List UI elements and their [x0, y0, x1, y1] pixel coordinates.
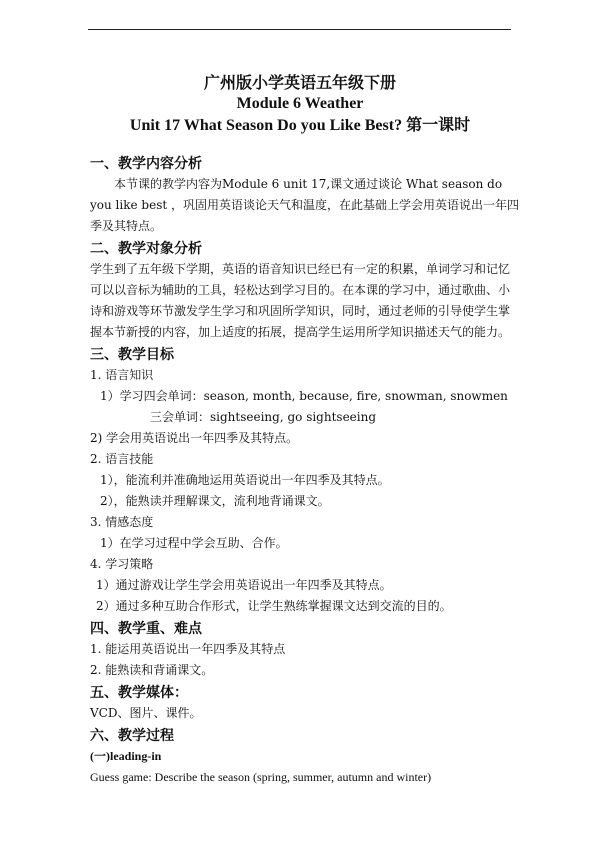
- list-item: 3. 情感态度: [90, 515, 154, 529]
- header-rule: [88, 29, 511, 30]
- section-heading-media: 五、教学媒体：: [90, 685, 188, 701]
- title-unit: [0, 114, 600, 136]
- list-item: 三会单词：sightseeing, go sightseeing: [150, 410, 377, 424]
- section-heading-objectives: 三、教学目标: [90, 347, 174, 363]
- list-item: 1）学习四会单词：season, month, because, fire, snowman, snowmen: [100, 389, 508, 403]
- section-heading-content-analysis: 一、教学内容分析: [90, 156, 202, 172]
- list-item: 1. 能运用英语说出一年四季及其特点: [90, 642, 286, 656]
- paragraph-content-analysis: 本节课的教学内容为Module 6 unit 17,课文通过谈论 What season do you like best ，巩固用英语谈论天气和温度，在此基础上学会用英语说出一年四季及其特点。: [90, 177, 519, 233]
- section-heading-key-points: 四、教学重、难点: [90, 621, 202, 637]
- document-title: [0, 72, 600, 136]
- section-heading-process: 六、教学过程: [90, 728, 174, 744]
- title-book: 广州版小学英语五年级下册: [203, 73, 396, 92]
- title-unit-cn: 第一课时: [406, 115, 471, 134]
- list-item: 2）通过多种互助合作形式，让学生熟练掌握课文达到交流的目的。: [96, 599, 452, 613]
- title-module: Module 6 Weather: [236, 95, 364, 112]
- subheading-leading-in: (一)leading-in: [90, 749, 162, 763]
- paragraph-media: VCD、图片、课件。: [90, 706, 202, 720]
- list-item: 1）在学习过程中学会互助、合作。: [100, 536, 288, 550]
- list-item: 2) 学会用英语说出一年四季及其特点。: [90, 431, 299, 445]
- list-item: 1. 语言知识: [90, 368, 154, 382]
- title-unit-en: Unit 17 What Season Do you Like Best?: [129, 117, 403, 134]
- list-item: 2. 能熟读和背诵课文。: [90, 663, 214, 677]
- document-body: [90, 152, 520, 788]
- list-item: 2. 语言技能: [90, 452, 154, 466]
- section-heading-student-analysis: 二、教学对象分析: [90, 241, 202, 257]
- paragraph-guess-game: Guess game: Describe the season (spring, summer, autumn and winter): [90, 770, 432, 784]
- list-item: 1），能流利并准确地运用英语说出一年四季及其特点。: [100, 473, 390, 487]
- list-item: 1）通过游戏让学生学会用英语说出一年四季及其特点。: [96, 578, 392, 592]
- list-item: 2），能熟读并理解课文，流利地背诵课文。: [100, 494, 330, 508]
- list-item: 4. 学习策略: [90, 557, 154, 571]
- paragraph-student-analysis: 学生到了五年级下学期，英语的语音知识已经已有一定的积累，单词学习和记忆可以以音标为辅助的工具，轻松达到学习目的。在本课的学习中，通过歌曲、小诗和游戏等环节激发学生学习和巩固所学知识，同时，通过老师的引导使学生掌握本节新授的内容，加上适度的拓展，提高学生运用所学知识描述天气的能力。: [90, 262, 511, 339]
